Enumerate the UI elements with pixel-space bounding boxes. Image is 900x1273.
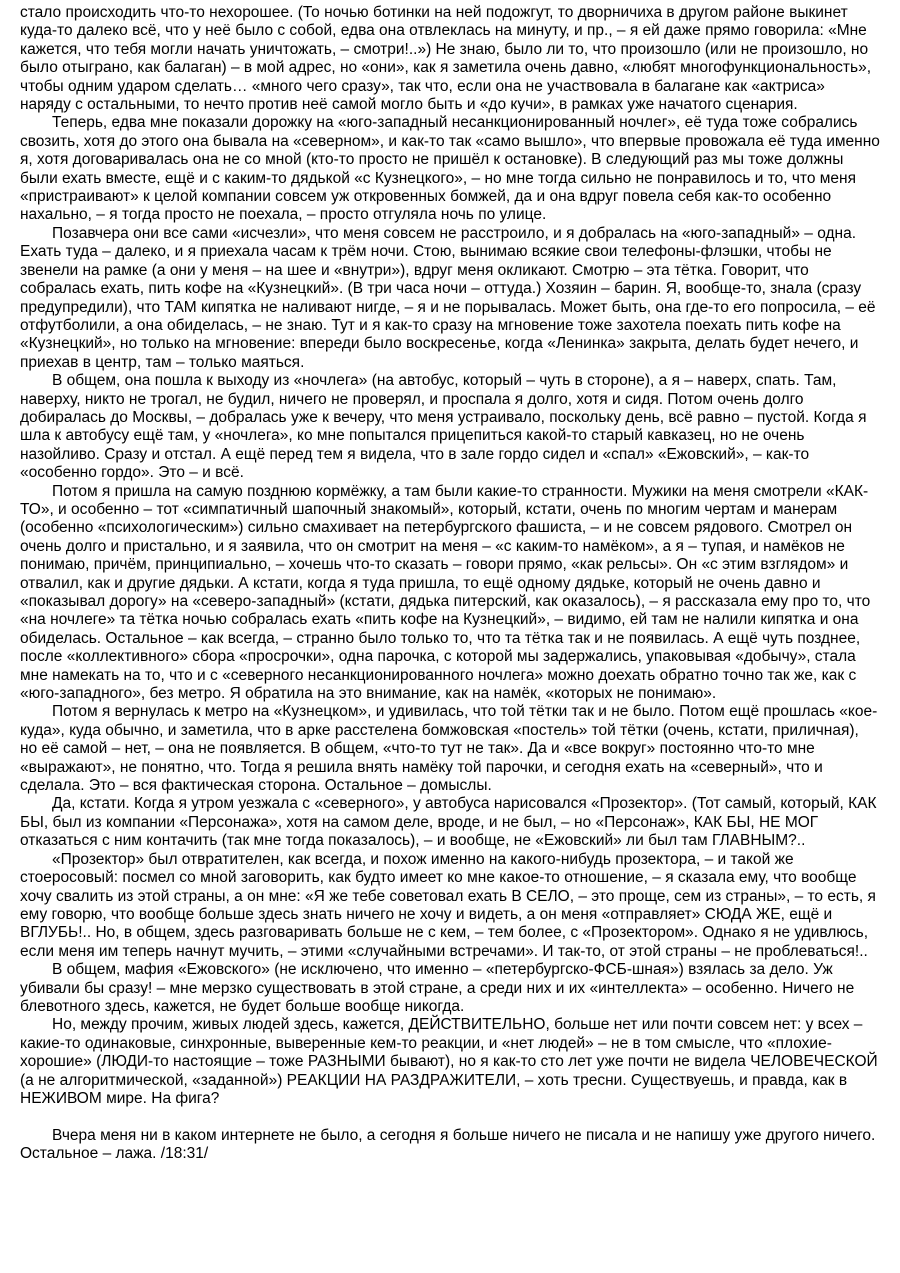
document-page [20, 4, 880, 1164]
paragraph-2: Теперь, едва мне показали дорожку на «юго-западный несанкционированный ночлег», её туда тоже собрались свозить, хотя до этого она бывала на «северном», и как-то так «само вышло», что впервые провожала её туда именно я, хотя договаривалась она не со мной (кто-то просто не пришёл к остановке). В следующий раз мы тоже должны были ехать вместе, ещё и с каким-то дядькой «с Кузнецкого», – но мне тогда сильно не понравилось и то, что меня «пристраивают» к целой компании совсем уж откровенных бомжей, да и она вдруг повела себя как-то особенно нахально, – я тогда просто не поехала, – просто отгуляла ночь по улице. [20, 114, 880, 224]
paragraph-5: Потом я пришла на самую позднюю кормёжку, а там были какие-то странности. Мужики на меня смотрели «КАК-ТО», и особенно – тот «симпатичный шапочный знакомый», который, кстати, очень по многим чертам и манерам (особенно «психологическим») сильно смахивает на петербургского фашиста, – и не совсем рядового. Смотрел он очень долго и пристально, и я заявила, что он смотрит на меня – «с каким-то намёком», а я – тупая, и намёков не понимаю, причём, принципиально, – хочешь что-то сказать – говори прямо, «как рельсы». Он «с этим взглядом» и отвалил, как и другие дядьки. А кстати, когда я туда пришла, то ещё одному дядьке, который не очень давно и «показывал дорогу» на «северо-западный» (кстати, дядька питерский, как оказалось), – я рассказала ему про то, что «на ночлеге» та тётка ночью собралась ехать «пить кофе на Кузнецкий», – видимо, ей там не налили кипятка и она обиделась. Остальное – как всегда, – странно было только то, что та тётка так и не появилась. А ещё чуть позднее, после «коллективного» сбора «просрочки», одна парочка, с которой мы задержались, упаковывая «добычу», стала мне намекать на то, что и с «северного несанкционированного ночлега» можно доехать обратно точно так же, как с «юго-западного», без метро. Я обратила на это внимание, как на намёк, «которых не понимаю». [20, 482, 871, 703]
paragraph-3: Позавчера они все сами «исчезли», что меня совсем не расстроило, и я добралась на «юго-западный» – одна. Ехать туда – далеко, и я приехала часам к трём ночи. Стою, вынимаю всякие свои телефоны-флэшки, чтобы не звенели на рамке (а они у меня – на шее и «внутри»), вдруг меня окликают. Смотрю – эта тётка. Говорит, что собралась ехать, пить кофе на «Кузнецкий». (В три часа ночи – оттуда.) Хозяин – барин. Я, вообще-то, знала (сразу предупредили), что ТАМ кипятка не наливают нигде, – я и не порывалась. Может быть, она где-то его попросила, – её отфутболили, а она обиделась, – не знаю. Тут и я как-то сразу на мгновение тоже захотела поехать пить кофе на «Кузнецкий», но только на мгновение: впереди было воскресенье, когда «Ленинка» закрыта, делать будет нечего, и приехав в центр, там – только маяться. [20, 224, 876, 371]
paragraph-gap [20, 1108, 880, 1126]
paragraph-6: Потом я вернулась к метро на «Кузнецком», и удивилась, что той тётки так и не было. Потом ещё прошлась «кое-куда», куда обычно, и заметила, что в арке расстелена бомжовская «постель» той тётки (очень, кстати, приличная), но её самой – нет, – она не появляется. В общем, «что-то тут не так». Да и «все вокруг» постоянно что-то мне «выражают», не понятно, что. Тогда я решила внять намёку той парочки, и сегодня ехать на «северный», что и сделала. Это – вся фактическая сторона. Остальное – домыслы. [20, 703, 878, 795]
paragraph-7: Да, кстати. Когда я утром уезжала с «северного», у автобуса нарисовался «Прозектор». (Тот самый, который, КАК БЫ, был из компании «Персонажа», хотя на самом деле, вроде, и не был, – но «Персонаж», КАК БЫ, НЕ МОГ отказаться с ним контачить (так мне тогда показалось), – и вообще, не «Ежовский» ли был там ГЛАВНЫМ?.. [20, 795, 877, 850]
paragraph-11: Вчера меня ни в каком интернете не было, а сегодня я больше ничего не писала и не напишу уже другого ничего. Остальное – лажа. /18:31/ [20, 1126, 876, 1163]
paragraph-9: В общем, мафия «Ежовского» (не исключено, что именно – «петербургско-ФСБ-шная») взялась за дело. Уж убивали бы сразу! – мне мерзко существовать в этой стране, а среди них и их «интеллекта» – особенно. Ничего не блевотного здесь, кажется, не будет больше вообще никогда. [20, 961, 855, 1015]
paragraph-1: стало происходить что-то нехорошее. (То ночью ботинки на ней подожгут, то дворничиха в другом районе выкинет куда-то далеко всё, что у неё было с собой, едва она отвлеклась на минуту, и пр., – я ей даже прямо говорила: «Мне кажется, что тебя могли начать уничтожать, – смотри!..») Не знаю, было ли то, что произошло (или не произошло, но было отыграно, как балаган) – в мой адрес, но «они», как я заметила очень давно, «любят многофункциональность», чтобы одним ударом сделать… «много чего сразу», так что, если она не участвовала в балагане как «актриса» наряду с остальными, то нечто против неё самой могло быть и «до кучи», в рамках уже начатого сценария. [20, 4, 872, 114]
paragraph-10: Но, между прочим, живых людей здесь, кажется, ДЕЙСТВИТЕЛЬНО, больше нет или почти совсем нет: у всех – какие-то одинаковые, синхронные, выверенные кем-то реакции, и «нет людей» – не в том смысле, что «плохие-хорошие» (ЛЮДИ-то настоящие – тоже РАЗНЫМИ бывают), но я как-то сто лет уже почти не видела ЧЕЛОВЕЧЕСКОЙ (а не алгоритмической, «заданной») РЕАКЦИИ НА РАЗДРАЖИТЕЛИ, – хоть тресни. Существуешь, и правда, как в НЕЖИВОМ мире. На фига? [20, 1016, 878, 1107]
paragraph-8: «Прозектор» был отвратителен, как всегда, и похож именно на какого-нибудь прозектора, – и такой же стоеросовый: посмел со мной заговорить, как будто имеет ко мне какое-то отношение, – я сказала ему, что вообще хочу свалить из этой страны, а он мне: «Я же тебе советовал ехать В СЕЛО, – это проще, сем из страны», – то есть, я ему говорю, что вообще больше здесь знать ничего не хочу и видеть, а он меня «отправляет» СЮДА ЖЕ, ещё и ВГЛУБЬ!.. Но, в общем, здесь разговаривать больше не с кем, – тем более, с «Прозектором». Однако я не удивлюсь, если меня им теперь начнут мучить, – этими «случайными встречами». И так-то, от этой страны – не проблеваться!.. [20, 850, 876, 960]
paragraph-4: В общем, она пошла к выходу из «ночлега» (на автобус, который – чуть в стороне), а я – наверх, спать. Там, наверху, никто не трогал, не будил, ничего не проверял, и проспала я долго, хотя и сидя. Потом очень долго добиралась до Москвы, – добралась уже к вечеру, что меня устраивало, поскольку день, всё равно – пустой. Когда я шла к автобусу ещё там, у «ночлега», ко мне попытался прицепиться какой-то старый кавказец, но не очень назойливо. Сразу и отстал. А ещё перед тем я видела, что в зале гордо сидел и «спал» «Ежовский», – как-то «особенно гордо». Это – и всё. [20, 372, 867, 482]
